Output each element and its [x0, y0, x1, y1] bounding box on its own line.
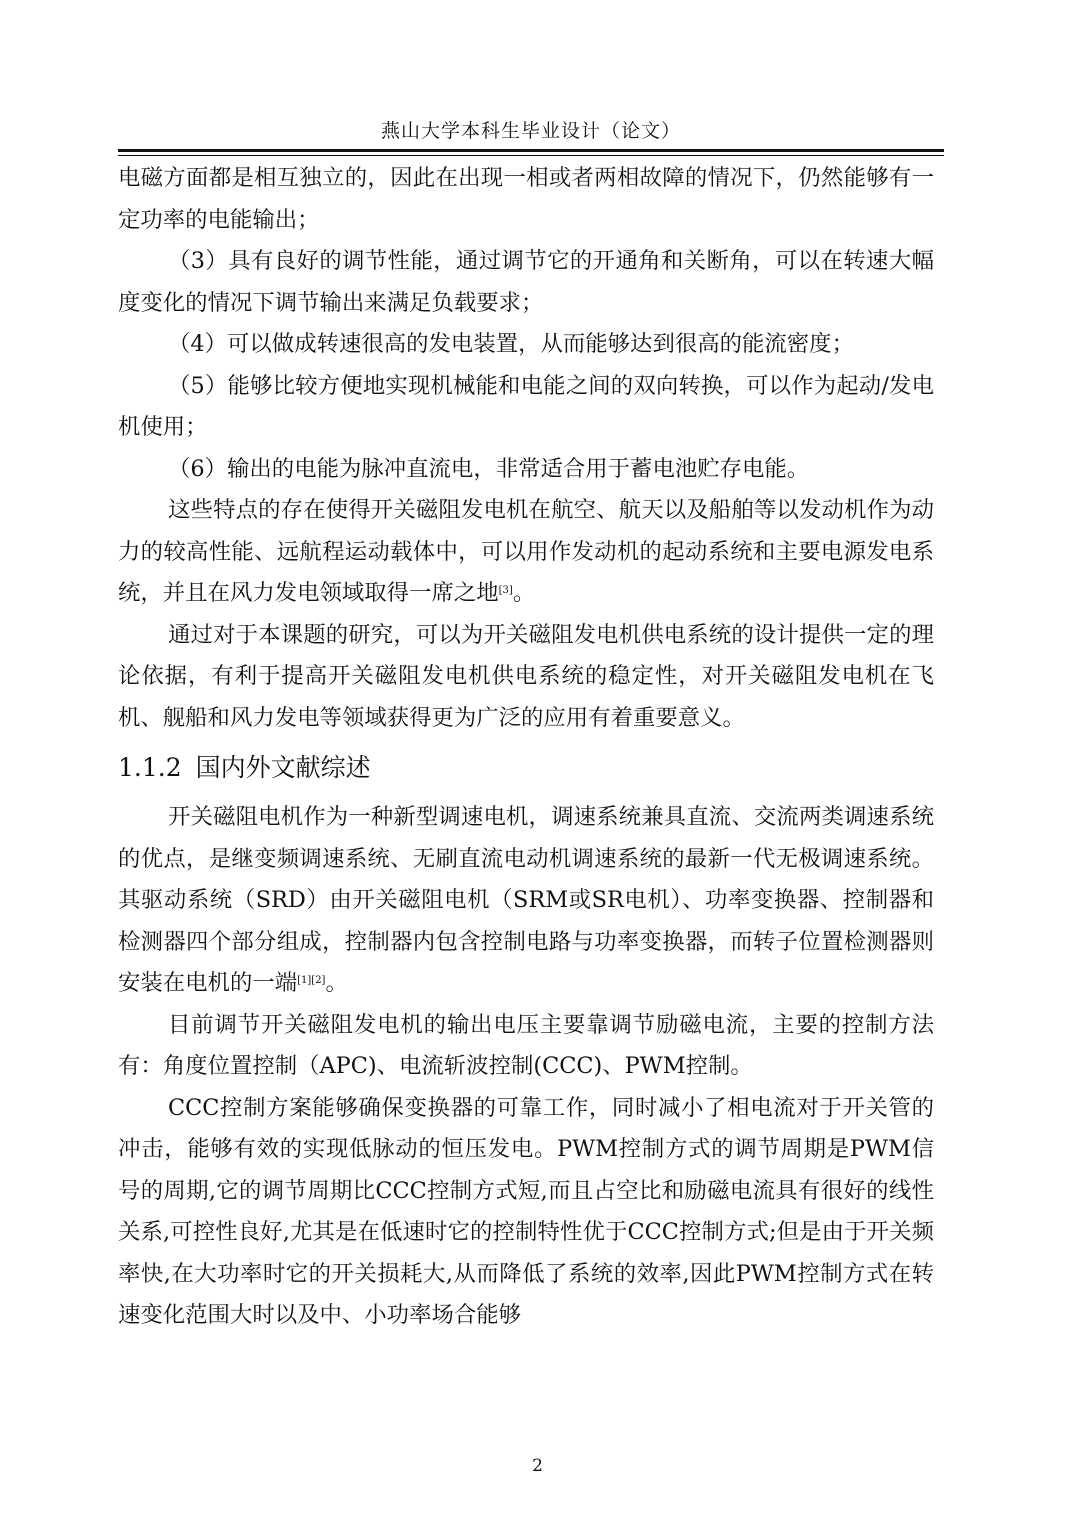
header-rule-thin: [118, 155, 944, 156]
paragraph-item-4: （4）可以做成转速很高的发电装置，从而能够达到很高的能流密度；: [168, 331, 854, 357]
paragraph-control-methods: 目前调节开关磁阻发电机的输出电压主要靠调节励磁电流，主要的控制方法有：角度位置控制（APC)、电流斩波控制(CCC)、PWM控制。: [118, 1011, 934, 1079]
section-heading: [118, 739, 934, 797]
paragraph-applications: [118, 490, 934, 615]
paragraph-srd-overview-text: 开关磁阻电机作为一种新型调速电机，调速系统兼具直流、交流两类调速系统的优点，是继变频调速系统、无刷直流电动机调速系统的最新一代无极调速系统。其驱动系统（SRD）由开关磁阻电机（SRM或SR电机）、功率变换器、控制器和检测器四个部分组成，控制器内包含控制电路与功率变换器，而转子位置检测器则安装在电机的一端: [118, 804, 934, 996]
header-rule-thick: [118, 149, 944, 152]
citation-1-2: [1][2]: [297, 975, 326, 986]
paragraph-significance: 通过对于本课题的研究，可以为开关磁阻发电机供电系统的设计提供一定的理论依据，有利于提高开关磁阻发电机供电系统的稳定性，对开关磁阻发电机在飞机、舰船和风力发电等领域获得更为广泛的应用有着重要意义。: [118, 621, 934, 731]
page-number: 2: [532, 1456, 543, 1476]
paragraph-applications-text: 这些特点的存在使得开关磁阻发电机在航空、航天以及船舶等以发动机作为动力的较高性能、远航程运动载体中，可以用作发动机的起动系统和主要电源发电系统，并且在风力发电领域取得一席之地: [118, 497, 934, 606]
body-content: [118, 158, 934, 1337]
section-title: 国内外文献综述: [195, 753, 371, 782]
paragraph-fault-tolerance: 电磁方面都是相互独立的，因此在出现一相或者两相故障的情况下，仍然能够有一定功率的电能输出；: [118, 165, 934, 233]
paragraph-item-3: （3）具有良好的调节性能，通过调节它的开通角和关断角，可以在转速大幅度变化的情况下调节输出来满足负载要求；: [118, 248, 934, 316]
paragraph-srd-overview: [118, 797, 934, 1005]
page-header-title: 燕山大学本科生毕业设计（论文）: [380, 120, 681, 142]
paragraph-srd-overview-tail: 。: [325, 970, 348, 996]
citation-3: [3]: [498, 585, 513, 596]
section-number: 1.1.2: [118, 753, 182, 782]
paragraph-ccc-pwm: CCC控制方案能够确保变换器的可靠工作，同时减小了相电流对于开关管的冲击，能够有效的实现低脉动的恒压发电。PWM控制方式的调节周期是PWM信号的周期,它的调节周期比CCC控制方式短,而且占空比和励磁电流具有很好的线性关系,可控性良好,尤其是在低速时它的控制特性优于CCC控制方式;但是由于开关频率快,在大功率时它的开关损耗大,从而降低了系统的效率,因此PWM控制方式在转速变化范围大时以及中、小功率场合能够: [118, 1094, 934, 1328]
paragraph-applications-tail: 。: [512, 580, 536, 606]
paragraph-item-5: （5）能够比较方便地实现机械能和电能之间的双向转换，可以作为起动/发电机使用；: [118, 372, 934, 440]
paragraph-item-6: （6）输出的电能为脉冲直流电，非常适合用于蓄电池贮存电能。: [168, 455, 810, 482]
